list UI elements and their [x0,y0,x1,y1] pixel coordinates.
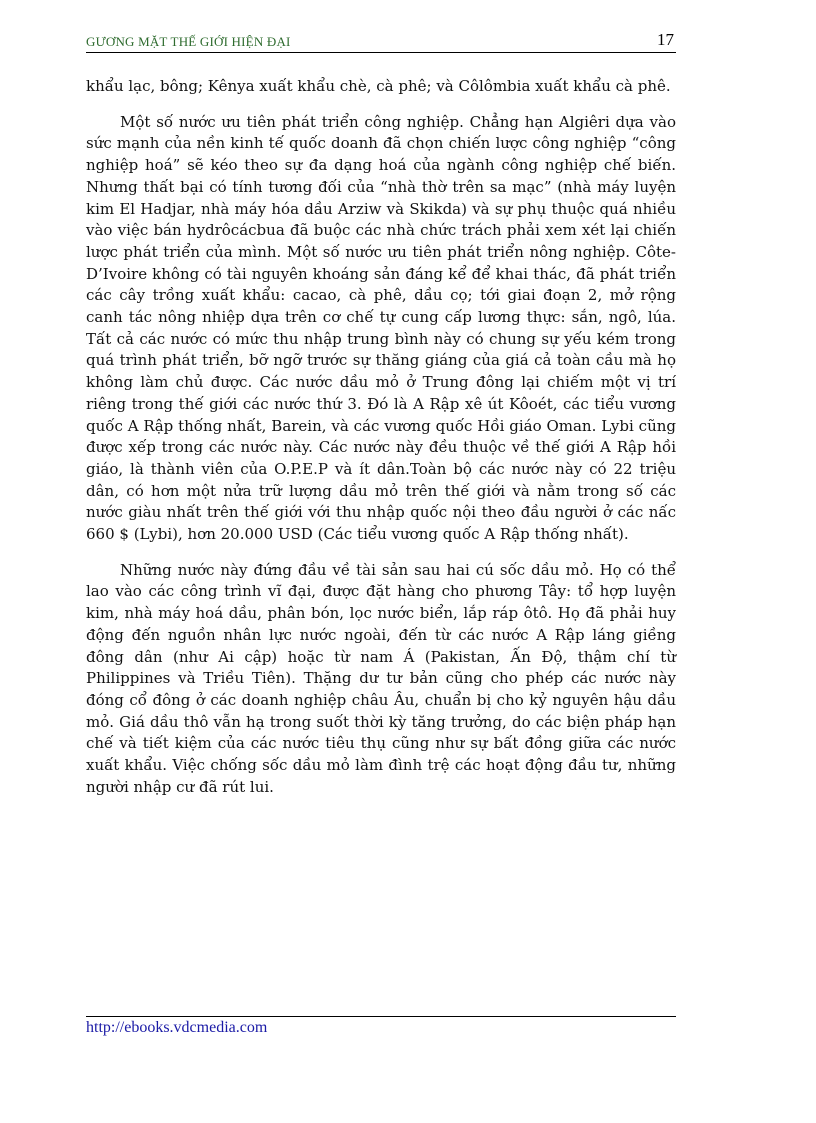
body-text [86,76,676,813]
paragraph-oil-shocks: Những nước này đứng đầu về tài sản sau hai cú sốc dầu mỏ. Họ có thể lao vào các công trình vĩ đại, được đặt hàng cho phương Tây: tổ hợp luyện kim, nhà máy hoá dầu, phân bón, lọc nước biển, lắp ráp ôtô. Họ đã phải huy động đến nguồn nhân lực nước ngoài, đến từ các nước A Rập láng giềng đông dân (như Ai cập) hoặc từ nam Á (Pakistan, Ấn Độ, thậm chí từ Philippines và Triều Tiên). Thặng dư tư bản cũng cho phép các nước này đóng cổ đông ở các doanh nghiệp châu Âu, chuẩn bị cho kỷ nguyên hậu dầu mỏ. Giá dầu thô vẫn hạ trong suốt thời kỳ tăng trưởng, do các biện pháp hạn chế và tiết kiệm của các nước tiêu thụ cũng như sự bất đồng giữa các nước xuất khẩu. Việc chống sốc dầu mỏ làm đình trệ các hoạt động đầu tư, những người nhập cư đã rút lui. [86,560,676,796]
running-title: GƯƠNG MẶT THẾ GIỚI HIỆN ĐẠI [86,34,291,49]
paragraph-continuation: khẩu lạc, bông; Kênya xuất khẩu chè, cà phê; và Côlômbia xuất khẩu cà phê. [86,77,671,95]
paragraph-industrial-priority: Một số nước ưu tiên phát triển công nghiệp. Chẳng hạn Algiêri dựa vào sức mạnh của nền kinh tế quốc doanh đã chọn chiến lược công nghiệp “công nghiệp hoá” sẽ kéo theo sự đa dạng hoá của ngành công nghiệp chế biến. Nhưng thất bại có tính tương đối của “nhà thờ trên sa mạc” (nhà máy luyện kim El Hadjar, nhà máy hóa dầu Arziw và Skikda) và sự phụ thuộc quá nhiều vào việc bán hydrôcácbua đã buộc các nhà chức trách phải xem xét lại chiến lược phát triển của mình. Một số nước ưu tiên phát triển nông nghiệp. Côte-D’Ivoire không có tài nguyên khoáng sản đáng kể để khai thác, đã phát triển các cây trồng xuất khẩu: cacao, cà phê, dầu cọ; tới giai đoạn 2, mở rộng canh tác nông nhiệp dựa trên cơ chế tự cung cấp lương thực: sắn, ngô, lúa. Tất cả các nước có mức thu nhập trung bình này có chung sự yếu kém trong quá trình phát triển, bỡ ngỡ trước sự thăng giáng của giá cả toàn cầu mà họ không làm chủ được. Các nước dầu mỏ ở Trung đông lại chiếm một vị trí riêng trong thế giới các nước thứ 3. Đó là A Rập xê út Kôoét, các tiểu vương quốc A Rập thống nhất, Barein, và các vương quốc Hồi giáo Oman. Lybi cũng được xếp trong các nước này. Các nước này đều thuộc về thế giới A Rập hồi giáo, là thành viên của O.P.E.P và ít dân.Toàn bộ các nước này có 22 triệu dân, có hơn một nửa trữ lượng dầu mỏ trên thế giới và nằm trong số các nước giàu nhất trên thế giới với thu nhập quốc nội theo đầu người ở các nấc 660 $ (Lybi), hơn 20.000 USD (Các tiểu vương quốc A Rập thống nhất). [86,112,676,544]
footer-link[interactable]: http://ebooks.vdcmedia.com [86,1019,268,1036]
page-number: 17 [657,30,674,49]
page-footer [86,1016,676,1037]
page-header [86,30,676,53]
